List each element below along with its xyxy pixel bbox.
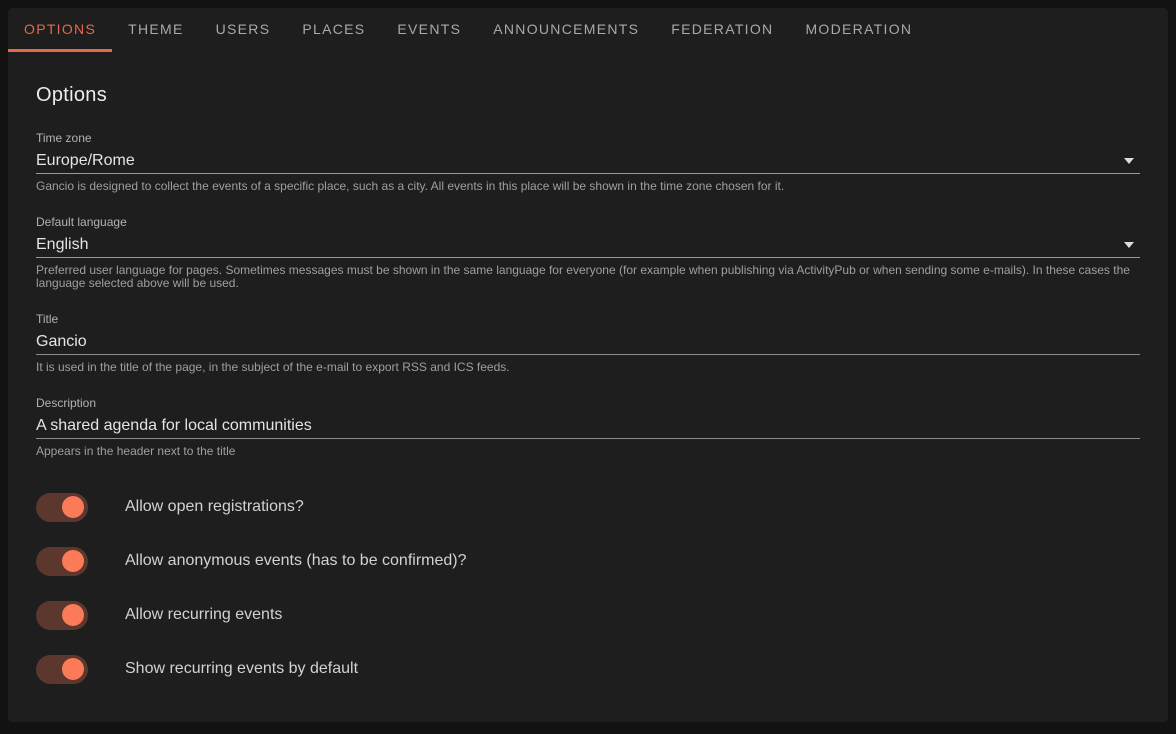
language-label: Default language (36, 215, 127, 229)
language-hint: Preferred user language for pages. Sometimes messages must be shown in the same language for everyone (for example when publishing via ActivityPub or when sending some e-mails). In these cases the language selected above will be used. (36, 263, 1130, 290)
description-hint: Appears in the header next to the title (36, 444, 236, 458)
tab-events[interactable]: EVENTS (397, 20, 462, 37)
timezone-label: Time zone (36, 131, 92, 145)
allow-recurring-events-switch[interactable] (36, 601, 88, 630)
allow-registrations-row (36, 480, 1140, 534)
allow-registrations-label: Allow open registrations? (125, 498, 304, 515)
tab-users[interactable]: USERS (215, 20, 271, 37)
tab-federation[interactable]: FEDERATION (671, 20, 774, 37)
switch-rows (36, 480, 1140, 696)
allow-recurring-events-label: Allow recurring events (125, 606, 283, 623)
title-field-group (36, 312, 1140, 374)
switch-knob-icon (62, 550, 84, 572)
allow-anonymous-events-switch[interactable] (36, 547, 88, 576)
switch-knob-icon (62, 496, 84, 518)
language-select[interactable] (36, 232, 1140, 258)
tab-moderation[interactable]: MODERATION (805, 20, 913, 37)
admin-tabbar (8, 8, 1168, 52)
description-field-group (36, 396, 1140, 458)
tab-theme[interactable]: THEME (128, 20, 184, 37)
timezone-field-group (36, 131, 1140, 193)
show-recurring-events-switch[interactable] (36, 655, 88, 684)
tab-announcements[interactable]: ANNOUNCEMENTS (493, 20, 640, 37)
language-value: English (36, 235, 89, 253)
allow-registrations-switch[interactable] (36, 493, 88, 522)
chevron-down-icon (1124, 158, 1134, 164)
language-field-group (36, 215, 1140, 290)
allow-anonymous-events-row (36, 534, 1140, 588)
allow-anonymous-events-label: Allow anonymous events (has to be confirmed)? (125, 552, 467, 569)
timezone-value: Europe/Rome (36, 151, 135, 169)
title-hint: It is used in the title of the page, in the subject of the e-mail to export RSS and ICS feeds. (36, 360, 510, 374)
switch-knob-icon (62, 658, 84, 680)
title-label: Title (36, 312, 59, 326)
allow-recurring-events-row (36, 588, 1140, 642)
tab-places[interactable]: PLACES (302, 20, 366, 37)
title-input[interactable] (36, 329, 1140, 355)
timezone-select[interactable] (36, 148, 1140, 174)
page-title: Options (36, 84, 108, 106)
tab-options[interactable]: OPTIONS (8, 8, 112, 52)
show-recurring-events-label: Show recurring events by default (125, 660, 359, 677)
admin-settings-panel (8, 8, 1168, 722)
show-recurring-events-row (36, 642, 1140, 696)
switch-knob-icon (62, 604, 84, 626)
options-content (8, 52, 1168, 696)
description-label: Description (36, 396, 97, 410)
chevron-down-icon (1124, 242, 1134, 248)
timezone-hint: Gancio is designed to collect the events of a specific place, such as a city. All events in this place will be shown in the time zone chosen for it. (36, 179, 785, 193)
description-input[interactable] (36, 413, 1140, 439)
